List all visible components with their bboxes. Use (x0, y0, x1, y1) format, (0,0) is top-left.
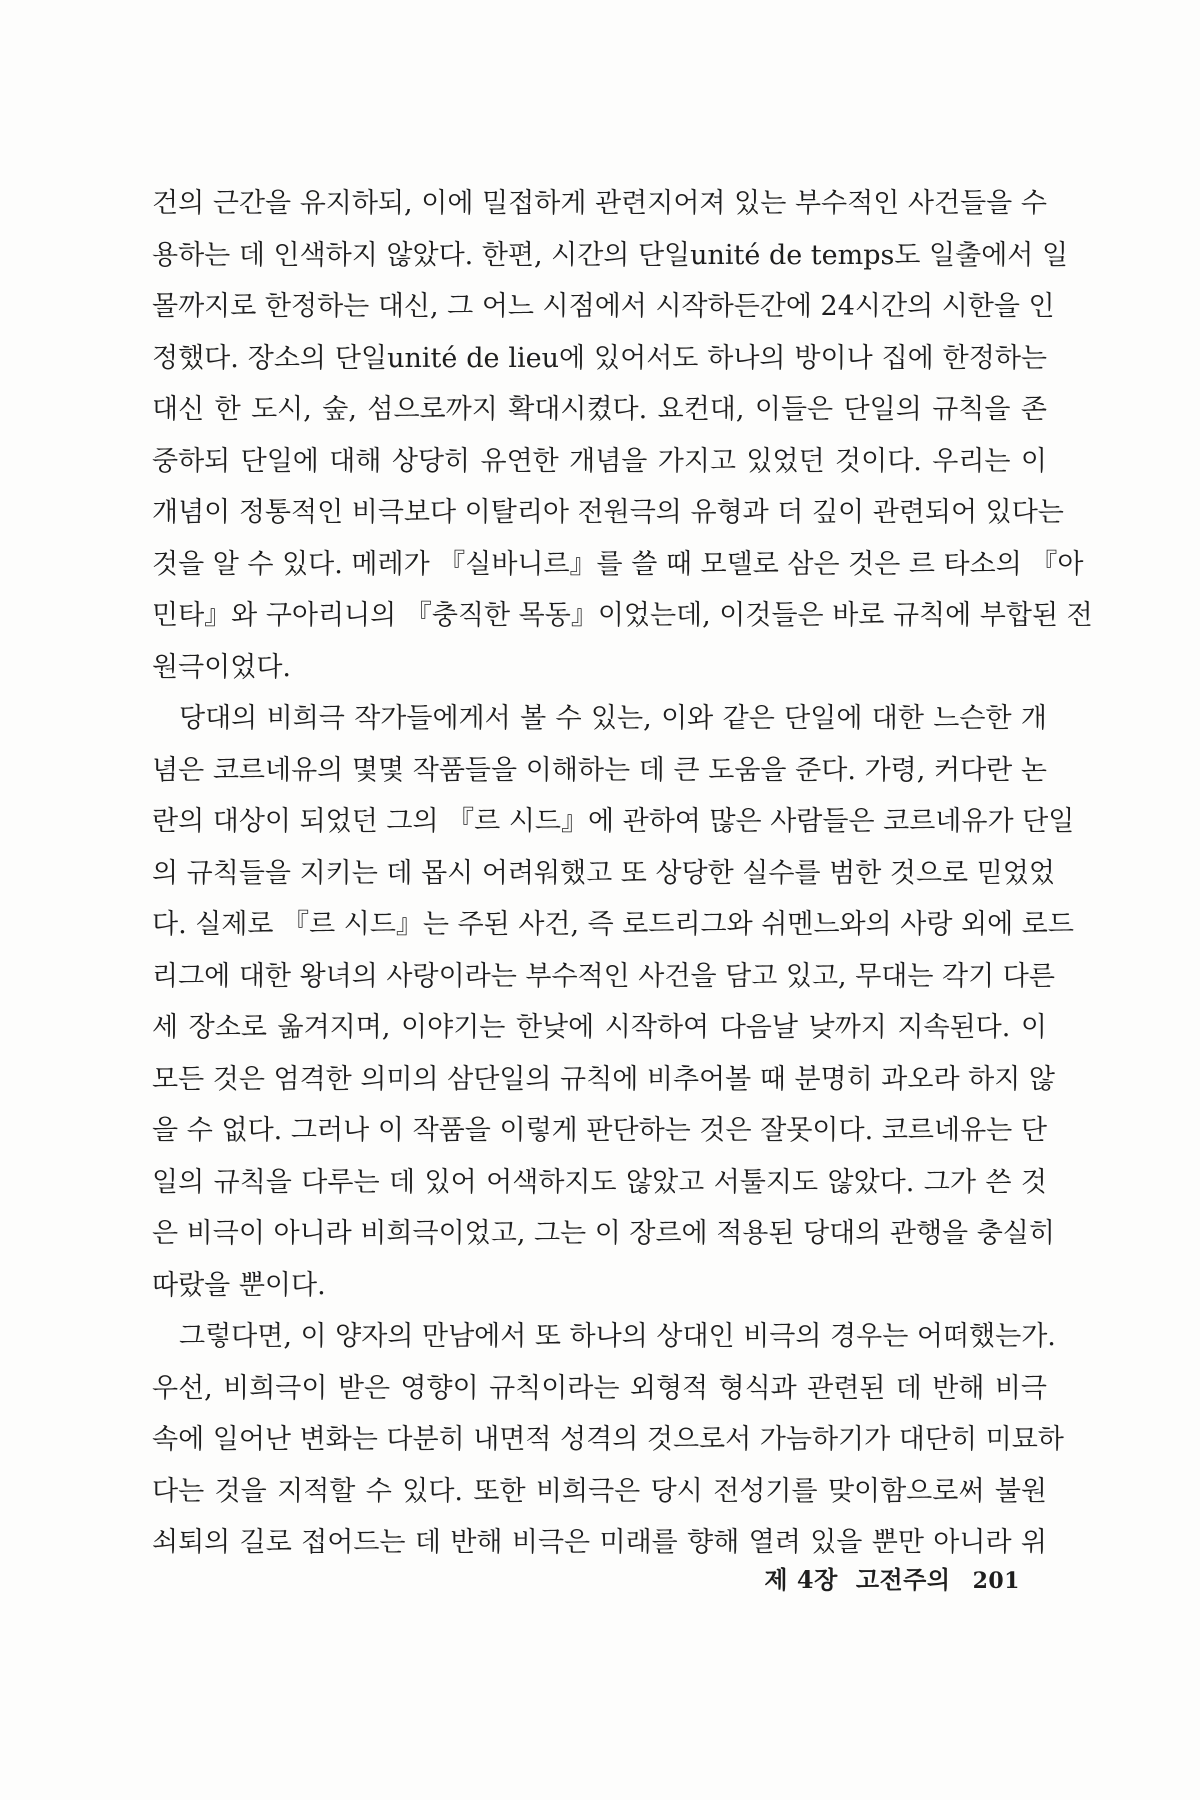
chapter-label: 제 4장 (764, 1565, 838, 1594)
text-line: 몰까지로 한정하는 대신, 그 어느 시점에서 시작하든간에 24시간의 시한을 인 (152, 291, 1055, 322)
text-line: 쇠퇴의 길로 접어드는 데 반해 비극은 미래를 향해 열려 있을 뿐만 아니라 위 (152, 1527, 1047, 1558)
text-line: 건의 근간을 유지하되, 이에 밀접하게 관련지어져 있는 부수적인 사건들을 수 (152, 188, 1047, 219)
text-line: 민타』와 구아리니의 『충직한 목동』이었는데, 이것들은 바로 규칙에 부합된 전 (152, 600, 1093, 631)
body-text (152, 178, 1093, 1569)
text-line: 대신 한 도시, 숲, 섬으로까지 확대시켰다. 요컨대, 이들은 단일의 규칙을 존 (152, 394, 1047, 425)
text-line: 우선, 비희극이 받은 영향이 규칙이라는 외형적 형식과 관련된 데 반해 비극 (152, 1372, 1047, 1404)
text-line: 당대의 비희극 작가들에게서 볼 수 있는, 이와 같은 단일에 대한 느슨한 개 (179, 703, 1047, 734)
text-line: 은 비극이 아니라 비희극이었고, 그는 이 장르에 적용된 당대의 관행을 충실히 (152, 1218, 1055, 1249)
text-line: 그렇다면, 이 양자의 만남에서 또 하나의 상대인 비극의 경우는 어떠했는가. (179, 1321, 1056, 1352)
text-line: 정했다. 장소의 단일unité de lieu에 있어서도 하나의 방이나 집에 한정하는 (152, 342, 1047, 374)
text-line: 일의 규칙을 다루는 데 있어 어색하지도 않았고 서툴지도 않았다. 그가 쓴 것 (152, 1166, 1047, 1198)
text-line: 다. 실제로 『르 시드』는 주된 사건, 즉 로드리그와 쉬멘느와의 사랑 외에 로드 (152, 909, 1074, 940)
text-line: 것을 알 수 있다. 메레가 『실바니르』를 쓸 때 모델로 삼은 것은 르 타소의 『아 (152, 548, 1084, 580)
chapter-title: 고전주의 (855, 1565, 951, 1594)
page-footer (764, 1560, 1020, 1595)
text-line: 세 장소로 옮겨지며, 이야기는 한낮에 시작하여 다음날 낮까지 지속된다. 이 (152, 1012, 1047, 1043)
text-line: 속에 일어난 변화는 다분히 내면적 성격의 것으로서 가늠하기가 대단히 미묘하 (152, 1424, 1064, 1455)
text-line: 따랐을 뿐이다. (152, 1269, 326, 1301)
text-line: 모든 것은 엄격한 의미의 삼단일의 규칙에 비추어볼 때 분명히 과오라 하지 않 (152, 1063, 1055, 1095)
text-line: 리그에 대한 왕녀의 사랑이라는 부수적인 사건을 담고 있고, 무대는 각기 다른 (152, 960, 1055, 992)
text-line: 다는 것을 지적할 수 있다. 또한 비희극은 당시 전성기를 맞이함으로써 불원 (152, 1475, 1047, 1507)
paragraph-3 (152, 1311, 1064, 1569)
text-line: 중하되 단일에 대해 상당히 유연한 개념을 가지고 있었던 것이다. 우리는 이 (152, 445, 1047, 477)
page-number: 201 (972, 1568, 1020, 1594)
text-line: 념은 코르네유의 몇몇 작품들을 이해하는 데 큰 도움을 준다. 가령, 커다란 논 (152, 754, 1047, 786)
text-line: 용하는 데 인색하지 않았다. 한편, 시간의 단일unité de temps도 일출에서 일 (152, 239, 1069, 271)
paragraph-1 (152, 178, 1093, 693)
text-line: 원극이었다. (152, 651, 291, 683)
text-line: 개념이 정통적인 비극보다 이탈리아 전원극의 유형과 더 깊이 관련되어 있다는 (152, 497, 1064, 528)
text-line: 의 규칙들을 지키는 데 몹시 어려워했고 또 상당한 실수를 범한 것으로 믿었었 (152, 857, 1055, 889)
text-line: 을 수 없다. 그러나 이 작품을 이렇게 판단하는 것은 잘못이다. 코르네유는 단 (152, 1115, 1047, 1146)
paragraph-2 (152, 693, 1075, 1311)
text-line: 란의 대상이 되었던 그의 『르 시드』에 관하여 많은 사람들은 코르네유가 단일 (152, 806, 1075, 837)
